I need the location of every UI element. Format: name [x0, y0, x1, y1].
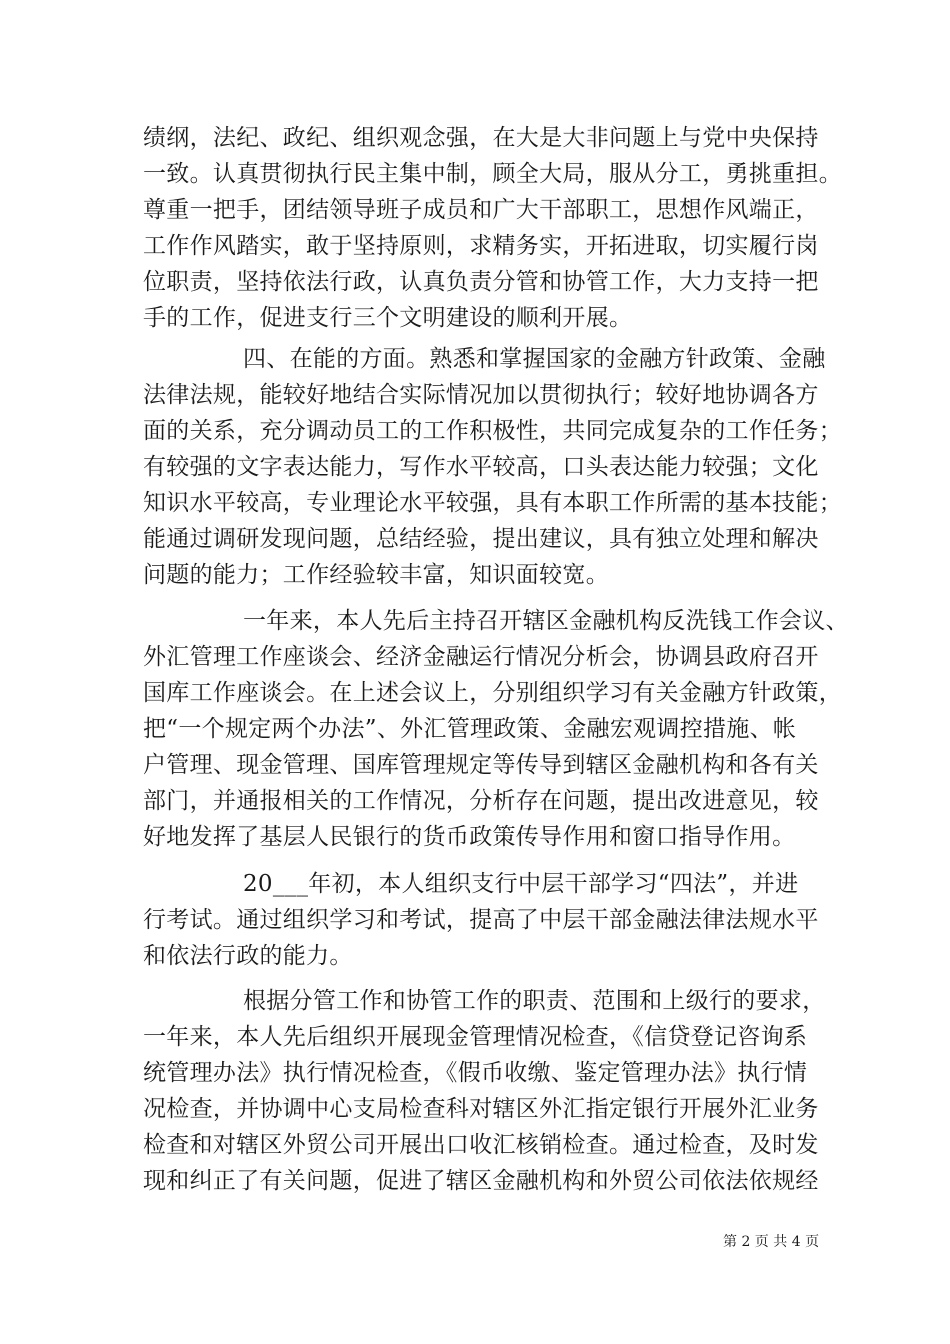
- text-line: 工作作风踏实，敢于坚持原则，求精务实，开拓进取，切实履行岗: [143, 233, 819, 259]
- text-line: 行考试。通过组织学习和考试，提高了中层干部金融法律法规水平: [143, 907, 819, 933]
- text-line: 好地发挥了基层人民银行的货币政策传导作用和窗口指导作用。: [143, 824, 796, 850]
- text-line: 绩纲，法纪、政纪、组织观念强，在大是大非问题上与党中央保持: [143, 125, 819, 151]
- text-line: 把“一个规定两个办法”、外汇管理政策、金融宏观调控措施、帐: [143, 716, 797, 742]
- text-line: 现和纠正了有关问题，促进了辖区金融机构和外贸公司依法依规经: [143, 1168, 819, 1194]
- text-line: 和依法行政的能力。: [143, 943, 353, 969]
- text-line: 检查和对辖区外贸公司开展出口收汇核销检查。通过检查，及时发: [143, 1132, 819, 1158]
- text-line: 况检查，并协调中心支局检查科对辖区外汇指定银行开展外汇业务: [143, 1096, 819, 1122]
- text-line: 国库工作座谈会。在上述会议上，分别组织学习有关金融方针政策，: [143, 680, 842, 706]
- paragraph-start-line: 根据分管工作和协管工作的职责、范围和上级行的要求，: [243, 988, 826, 1014]
- paragraph-start-line: 20___年初，本人组织支行中层干部学习“四法”，并进: [243, 871, 799, 897]
- paragraph-start-line: 四、在能的方面。熟悉和掌握国家的金融方针政策、金融: [243, 346, 826, 372]
- text-line: 法律法规，能较好地结合实际情况加以贯彻执行；较好地协调各方: [143, 382, 819, 408]
- text-line: 有较强的文字表达能力，写作水平较高，口头表达能力较强；文化: [143, 454, 819, 480]
- text-line: 手的工作，促进支行三个文明建设的顺利开展。: [143, 305, 633, 331]
- text-line: 尊重一把手，团结领导班子成员和广大干部职工，思想作风端正，: [143, 197, 819, 223]
- text-line: 一年来，本人先后组织开展现金管理情况检查，《信贷登记咨询系: [143, 1024, 808, 1050]
- text-line: 外汇管理工作座谈会、经济金融运行情况分析会，协调县政府召开: [143, 644, 819, 670]
- text-line: 统管理办法》执行情况检查，《假币收缴、鉴定管理办法》执行情: [143, 1060, 808, 1086]
- page-number-footer: 第 2 页 共 4 页: [723, 1234, 820, 1250]
- text-line: 知识水平较高，专业理论水平较强，具有本职工作所需的基本技能；: [143, 490, 842, 516]
- text-line: 能通过调研发现问题，总结经验，提出建议，具有独立处理和解决: [143, 526, 819, 552]
- text-line: 位职责，坚持依法行政，认真负责分管和协管工作，大力支持一把: [143, 269, 819, 295]
- text-line: 面的关系，充分调动员工的工作积极性，共同完成复杂的工作任务；: [143, 418, 842, 444]
- text-line: 一致。认真贯彻执行民主集中制，顾全大局，服从分工，勇挑重担。: [143, 161, 842, 187]
- text-line: 问题的能力；工作经验较丰富，知识面较宽。: [143, 562, 609, 588]
- text-line: 部门，并通报相关的工作情况，分析存在问题，提出改进意见，较: [143, 788, 819, 814]
- paragraph-start-line: 一年来，本人先后主持召开辖区金融机构反洗钱工作会议、: [243, 608, 849, 634]
- text-line: 户管理、现金管理、国库管理规定等传导到辖区金融机构和各有关: [143, 752, 819, 778]
